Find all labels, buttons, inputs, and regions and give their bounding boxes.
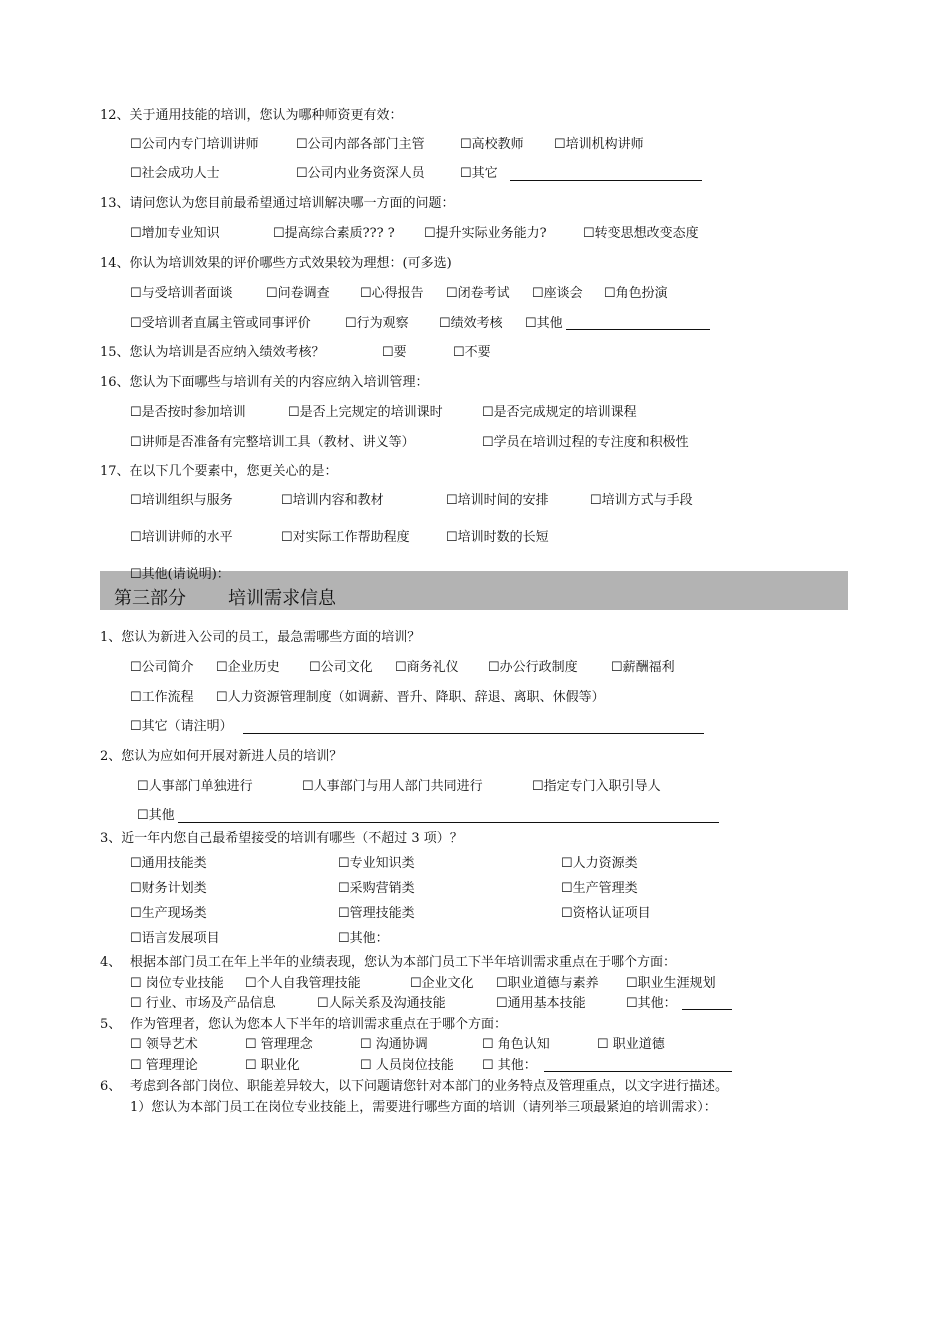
s1-option[interactable]: ☐商务礼仪: [395, 660, 459, 675]
q13-option[interactable]: ☐提高综合素质??? ?: [273, 226, 395, 241]
q16-option[interactable]: ☐学员在培训过程的专注度和积极性: [482, 435, 689, 450]
q13-title: 13、请问您认为您目前最希望通过培训解决哪一方面的问题：: [100, 196, 455, 211]
s3-option[interactable]: ☐采购营销类: [338, 881, 415, 896]
q13-option[interactable]: ☐提升实际业务能力?: [424, 226, 547, 241]
s4-option[interactable]: ☐ 岗位专业技能: [130, 976, 224, 991]
q13-option[interactable]: ☐转变思想改变态度: [583, 226, 699, 241]
s3-title: 3、近一年内您自己最希望接受的培训有哪些（不超过 3 项）？: [100, 831, 463, 846]
s4-option[interactable]: ☐其他：: [626, 996, 677, 1011]
s5-option[interactable]: ☐ 沟通协调: [360, 1037, 428, 1052]
s2-title: 2、您认为应如何开展对新进人员的培训？: [100, 749, 343, 764]
q14-option[interactable]: ☐角色扮演: [604, 286, 668, 301]
q15-option[interactable]: ☐不要: [453, 345, 491, 360]
q15-title: 15、您认为培训是否应纳入绩效考核？: [100, 345, 325, 360]
s5-option[interactable]: ☐ 职业化: [245, 1058, 300, 1073]
q14-option[interactable]: ☐行为观察: [345, 316, 409, 331]
q15-option[interactable]: ☐要: [382, 345, 407, 360]
s6-subquestion-1: 1）您认为本部门员工在岗位专业技能上，需要进行哪些方面的培训（请列举三项最紧迫的培训需求）：: [130, 1100, 717, 1115]
s2-option[interactable]: ☐人事部门单独进行: [137, 779, 253, 794]
s1-option[interactable]: ☐人力资源管理制度（如调薪、晋升、降职、辞退、离职、休假等）: [216, 690, 605, 705]
s3-option[interactable]: ☐管理技能类: [338, 906, 415, 921]
q12-option[interactable]: ☐社会成功人士: [130, 166, 220, 181]
q12-title: 12、关于通用技能的培训，您认为哪种师资更有效：: [100, 108, 403, 123]
s3-option[interactable]: ☐通用技能类: [130, 856, 207, 871]
q17-option[interactable]: ☐其他(请说明)：: [130, 567, 230, 582]
q16-title: 16、您认为下面哪些与培训有关的内容应纳入培训管理：: [100, 375, 429, 390]
s5-other-blank[interactable]: [544, 1071, 732, 1072]
s4-other-blank[interactable]: [682, 1009, 732, 1010]
q17-option[interactable]: ☐培训时间的安排: [446, 493, 549, 508]
q12-option[interactable]: ☐公司内部各部门主管: [296, 137, 425, 152]
q17-option[interactable]: ☐培训内容和教材: [281, 493, 384, 508]
s5-option[interactable]: ☐ 职业道德: [597, 1037, 665, 1052]
s5-option[interactable]: ☐ 管理理念: [245, 1037, 313, 1052]
q16-option[interactable]: ☐是否完成规定的培训课程: [482, 405, 637, 420]
q17-title: 17、在以下几个要素中，您更关心的是：: [100, 464, 338, 479]
q14-option[interactable]: ☐座谈会: [532, 286, 583, 301]
s4-option[interactable]: ☐个人自我管理技能: [245, 976, 361, 991]
s3-option[interactable]: ☐生产现场类: [130, 906, 207, 921]
s3-option[interactable]: ☐财务计划类: [130, 881, 207, 896]
s3-option[interactable]: ☐专业知识类: [338, 856, 415, 871]
s2-option[interactable]: ☐指定专门入职引导人: [532, 779, 661, 794]
s2-option[interactable]: ☐人事部门与用人部门共同进行: [302, 779, 483, 794]
q14-option[interactable]: ☐受培训者直属主管或同事评价: [130, 316, 311, 331]
q12-option[interactable]: ☐培训机构讲师: [554, 137, 644, 152]
s1-option[interactable]: ☐公司文化: [309, 660, 373, 675]
s5-option[interactable]: ☐ 领导艺术: [130, 1037, 198, 1052]
s4-option[interactable]: ☐人际关系及沟通技能: [317, 996, 446, 1011]
s6-number: 6、: [100, 1079, 122, 1094]
q16-option[interactable]: ☐是否上完规定的培训课时: [288, 405, 443, 420]
q17-option[interactable]: ☐培训讲师的水平: [130, 530, 233, 545]
q17-option[interactable]: ☐对实际工作帮助程度: [281, 530, 410, 545]
q16-option[interactable]: ☐讲师是否准备有完整培训工具（教材、讲义等）: [130, 435, 415, 450]
q17-option[interactable]: ☐培训方式与手段: [590, 493, 693, 508]
s5-option[interactable]: ☐ 其他：: [482, 1058, 537, 1073]
q12-other-blank[interactable]: [510, 180, 702, 181]
s3-option[interactable]: ☐其他：: [338, 931, 389, 946]
s4-option[interactable]: ☐职业生涯规划: [626, 976, 716, 991]
q14-option[interactable]: ☐闭卷考试: [446, 286, 510, 301]
s3-option[interactable]: ☐语言发展项目: [130, 931, 220, 946]
s4-title: 根据本部门员工在年上半年的业绩表现，您认为本部门员工下半年培训需求重点在于哪个方面：: [130, 955, 677, 970]
s3-option[interactable]: ☐资格认证项目: [561, 906, 651, 921]
q13-option[interactable]: ☐增加专业知识: [130, 226, 220, 241]
q12-option[interactable]: ☐公司内业务资深人员: [296, 166, 425, 181]
s3-option[interactable]: ☐人力资源类: [561, 856, 638, 871]
s4-option[interactable]: ☐职业道德与素养: [496, 976, 599, 991]
s5-option[interactable]: ☐ 管理理论: [130, 1058, 198, 1073]
q16-option[interactable]: ☐是否按时参加培训: [130, 405, 246, 420]
s1-option[interactable]: ☐企业历史: [216, 660, 280, 675]
s1-option[interactable]: ☐其它（请注明）: [130, 719, 233, 734]
s1-option[interactable]: ☐办公行政制度: [488, 660, 578, 675]
s1-other-blank[interactable]: [243, 733, 704, 734]
q12-option[interactable]: ☐公司内专门培训讲师: [130, 137, 259, 152]
q14-option[interactable]: ☐与受培训者面谈: [130, 286, 233, 301]
s1-option[interactable]: ☐公司简介: [130, 660, 194, 675]
s5-title: 作为管理者，您认为您本人下半年的培训需求重点在于哪个方面：: [130, 1017, 508, 1032]
s5-number: 5、: [100, 1017, 122, 1032]
q14-option[interactable]: ☐绩效考核: [439, 316, 503, 331]
q12-option[interactable]: ☐高校教师: [460, 137, 524, 152]
section-part-label: 第三部分: [114, 588, 186, 609]
s4-option[interactable]: ☐ 行业、市场及产品信息: [130, 996, 276, 1011]
s5-option[interactable]: ☐ 角色认知: [482, 1037, 550, 1052]
s4-option[interactable]: ☐企业文化: [410, 976, 474, 991]
q14-other-blank[interactable]: [566, 329, 710, 330]
q17-option[interactable]: ☐培训组织与服务: [130, 493, 233, 508]
s4-number: 4、: [100, 955, 122, 970]
q17-option[interactable]: ☐培训时数的长短: [446, 530, 549, 545]
q14-title: 14、你认为培训效果的评价哪些方式效果较为理想：(可多选): [100, 256, 452, 271]
s1-option[interactable]: ☐工作流程: [130, 690, 194, 705]
section-title: 培训需求信息: [228, 588, 336, 609]
s1-option[interactable]: ☐薪酬福利: [611, 660, 675, 675]
q12-option[interactable]: ☐其它: [460, 166, 498, 181]
s2-other-blank[interactable]: [178, 822, 719, 823]
s4-option[interactable]: ☐通用基本技能: [496, 996, 586, 1011]
s3-option[interactable]: ☐生产管理类: [561, 881, 638, 896]
q14-option[interactable]: ☐其他: [525, 316, 563, 331]
s1-title: 1、您认为新进入公司的员工，最急需哪些方面的培训？: [100, 630, 421, 645]
s6-title: 考虑到各部门岗位、职能差异较大，以下问题请您针对本部门的业务特点及管理重点，以文字进行描述。: [130, 1079, 729, 1094]
s2-option[interactable]: ☐其他: [137, 808, 175, 823]
q14-option[interactable]: ☐问卷调查: [266, 286, 330, 301]
q14-option[interactable]: ☐心得报告: [360, 286, 424, 301]
s5-option[interactable]: ☐ 人员岗位技能: [360, 1058, 454, 1073]
